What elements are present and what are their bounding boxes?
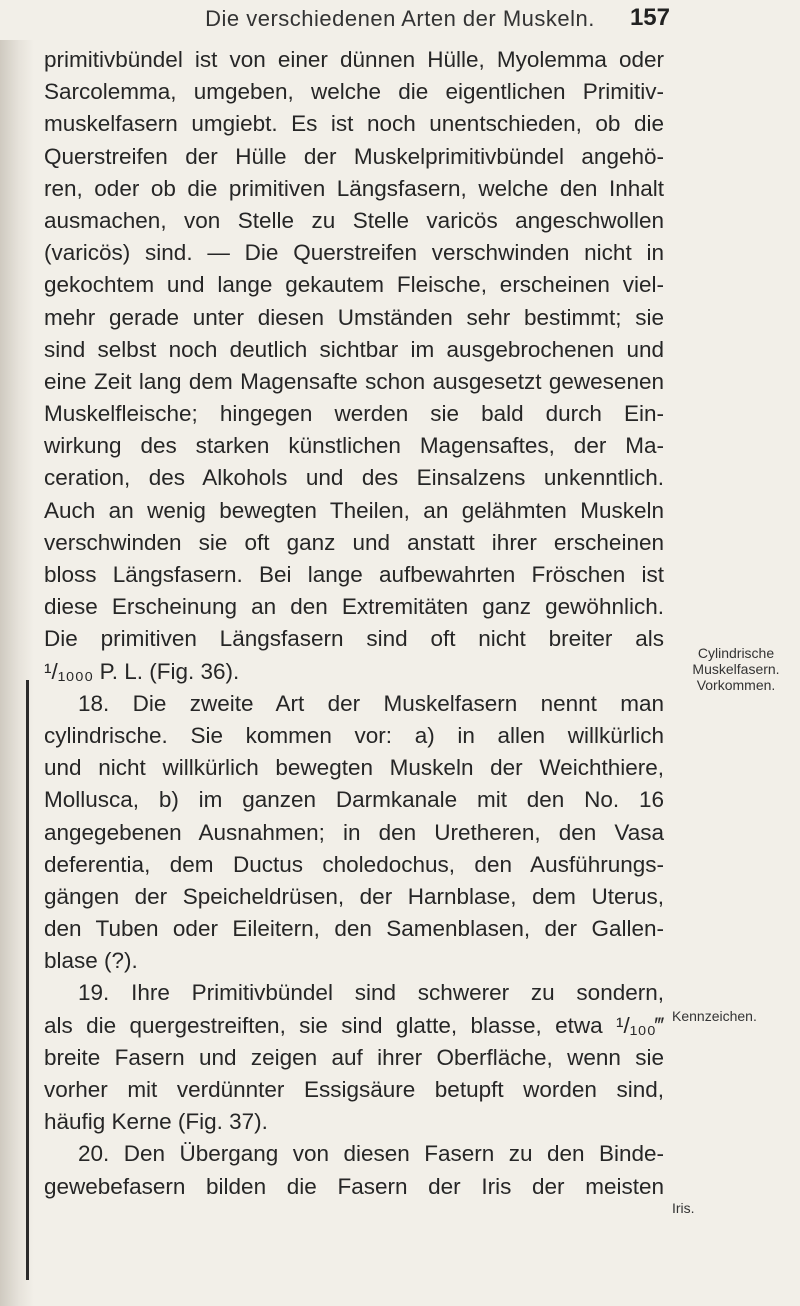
text-line: muskelfasern umgiebt. Es ist noch unentschieden, ob die	[44, 111, 664, 137]
margin-note-cylindrische	[672, 645, 800, 693]
text-line: blase (?).	[44, 948, 138, 974]
text-line: gewebefasern bilden die Fasern der Iris der meisten	[44, 1173, 664, 1199]
text-line: vorher mit verdünnter Essigsäure betupft worden sind,	[44, 1077, 664, 1102]
binding-edge	[26, 680, 29, 1280]
text-line: häufig Kerne (Fig. 37).	[44, 1109, 268, 1135]
text-line: gängen der Speicheldrüsen, der Harnblase, dem Uterus,	[44, 883, 664, 909]
text-line: eine Zeit lang dem Magensafte schon ausgesetzt gewesenen	[44, 368, 664, 394]
text-line: primitivbündel ist von einer dünnen Hülle, Myolemma oder	[44, 47, 664, 72]
text-line: sind selbst noch deutlich sichtbar im ausgebrochenen und	[44, 336, 664, 362]
paragraph-20-start: 20. Den Übergang von diesen Fasern zu den Binde-	[78, 1141, 664, 1167]
text-line: diese Erscheinung an den Extremitäten ganz gewöhnlich.	[44, 594, 664, 620]
text-line: (varicös) sind. — Die Querstreifen verschwinden nicht in	[44, 240, 664, 266]
text-line: ¹/₁₀₀₀ P. L. (Fig. 36).	[44, 658, 240, 684]
margin-note-line: Cylindrische	[697, 645, 775, 661]
body-text	[44, 44, 664, 1203]
paragraph-19-start: 19. Ihre Primitivbündel sind schwerer zu sondern,	[78, 980, 664, 1006]
margin-note-kennzeichen: Kennzeichen.	[672, 1008, 757, 1024]
running-title: Die verschiedenen Arten der Muskeln.	[205, 6, 595, 31]
text-line: Muskelfleische; hingegen werden sie bald durch Ein-	[44, 401, 664, 427]
margin-note-iris: Iris.	[672, 1200, 695, 1216]
text-line: Sarcolemma, umgeben, welche die eigentlichen Primitiv-	[44, 79, 664, 105]
text-line: gekochtem und lange gekautem Fleische, erscheinen viel-	[44, 272, 664, 298]
text-line: Querstreifen der Hülle der Muskelprimitivbündel angehö-	[44, 143, 664, 169]
text-line: wirkung des starken künstlichen Magensaftes, der Ma-	[44, 433, 664, 459]
text-line: ren, oder ob die primitiven Längsfasern, welche den Inhalt	[44, 175, 664, 201]
text-line: verschwinden sie oft ganz und anstatt ihrer erscheinen	[44, 529, 664, 555]
paragraph-18-start: 18. Die zweite Art der Muskelfasern nennt man	[78, 690, 664, 716]
text-line: Die primitiven Längsfasern sind oft nicht breiter als	[44, 626, 664, 652]
text-line: breite Fasern und zeigen auf ihrer Oberfläche, wenn sie	[44, 1044, 664, 1070]
text-line: den Tuben oder Eileitern, den Samenblasen, der Gallen-	[44, 916, 664, 942]
text-line: ausmachen, von Stelle zu Stelle varicös angeschwollen	[44, 207, 664, 233]
text-line: als die quergestreiften, sie sind glatte, blasse, etwa ¹/₁₀₀‴	[44, 1012, 664, 1038]
text-line: deferentia, dem Ductus choledochus, den Ausführungs-	[44, 851, 664, 877]
text-line: und nicht willkürlich bewegten Muskeln der Weichthiere,	[44, 755, 664, 781]
page-number: 157	[629, 4, 670, 31]
margin-note-line: Muskelfasern.	[692, 661, 780, 677]
text-line: Auch an wenig bewegten Theilen, an gelähmten Muskeln	[44, 497, 664, 523]
text-line: Mollusca, b) im ganzen Darmkanale mit den No. 16	[44, 787, 664, 813]
text-line: mehr gerade unter diesen Umständen sehr bestimmt; sie	[44, 304, 664, 330]
margin-note-line: Vorkommen.	[696, 677, 776, 693]
text-line: bloss Längsfasern. Bei lange aufbewahrten Fröschen ist	[44, 562, 664, 587]
text-line: ceration, des Alkohols und des Einsalzens unkenntlich.	[44, 465, 664, 491]
text-line: cylindrische. Sie kommen vor: a) in allen willkürlich	[44, 722, 664, 748]
text-line: angegebenen Ausnahmen; in den Uretheren, den Vasa	[44, 819, 664, 845]
